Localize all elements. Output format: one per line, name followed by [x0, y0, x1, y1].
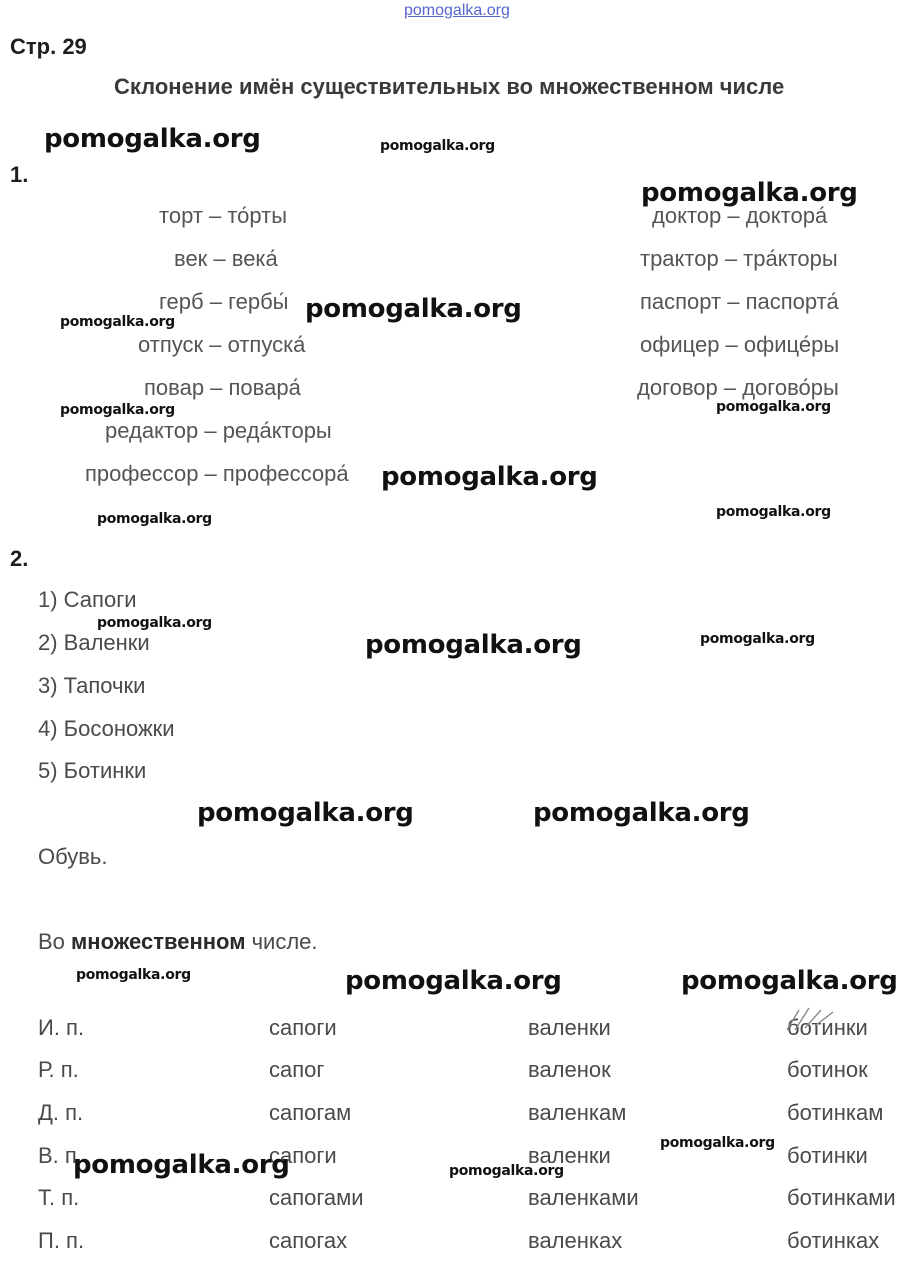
page-number: Стр. 29	[10, 34, 87, 59]
case-label: И. п.	[38, 1015, 85, 1040]
page-title: Склонение имён существительных во множественном числе	[114, 74, 785, 99]
watermark: pomogalka.org	[345, 966, 562, 996]
watermark: pomogalka.org	[716, 504, 831, 520]
table-cell: сапогами	[269, 1185, 364, 1210]
watermark: pomogalka.org	[73, 1150, 290, 1180]
table-cell: валенкам	[528, 1100, 627, 1125]
table-cell: ботинок	[787, 1057, 868, 1082]
word-pair-right: договор – догово́ры	[637, 375, 839, 400]
table-cell: сапог	[269, 1057, 325, 1082]
word-pair-left: век – века́	[174, 246, 278, 271]
list-item: 3) Тапочки	[38, 673, 146, 698]
word-pair-right: офицер – офице́ры	[640, 332, 840, 357]
table-cell: сапоги	[269, 1015, 337, 1040]
list-item: 4) Босоножки	[38, 716, 175, 741]
plural-heading	[38, 929, 318, 955]
table-cell: валенки	[528, 1143, 611, 1168]
list-item: 1) Сапоги	[38, 587, 137, 612]
watermark: pomogalka.org	[44, 124, 261, 154]
word-pair-left: торт – то́рты	[159, 203, 288, 228]
word-pair-left: отпуск – отпуска́	[138, 332, 306, 357]
watermark: pomogalka.org	[365, 630, 582, 660]
top-watermark-link[interactable]: pomogalka.org	[404, 2, 510, 19]
answer-text: Обувь.	[38, 844, 108, 869]
table-cell: ботинки	[787, 1143, 868, 1168]
table-cell: валенок	[528, 1057, 611, 1082]
case-label: Т. п.	[38, 1185, 80, 1210]
table-cell: валенки	[528, 1015, 611, 1040]
case-label: Р. п.	[38, 1057, 79, 1082]
watermark: pomogalka.org	[660, 1135, 775, 1151]
word-pair-right: трактор – тра́кторы	[640, 246, 838, 271]
table-cell: валенками	[528, 1185, 639, 1210]
table-cell: сапоги	[269, 1143, 337, 1168]
watermark: pomogalka.org	[381, 462, 598, 492]
word-pair-left: повар – повара́	[144, 375, 301, 400]
word-pair-right: паспорт – паспорта́	[640, 289, 839, 314]
watermark: pomogalka.org	[97, 615, 212, 631]
table-cell: ботинкам	[787, 1100, 884, 1125]
table-cell: ботинками	[787, 1185, 896, 1210]
table-cell: валенках	[528, 1228, 623, 1253]
watermark: pomogalka.org	[197, 798, 414, 828]
word-pair-left: профессор – профессора́	[85, 461, 349, 486]
pencil-scribble-icon	[785, 1004, 845, 1034]
word-pair-left: герб – гербы́	[159, 289, 289, 314]
watermark: pomogalka.org	[449, 1163, 564, 1179]
word-pair-right: доктор – доктора́	[652, 203, 828, 228]
table-cell: сапогах	[269, 1228, 348, 1253]
watermark: pomogalka.org	[97, 511, 212, 527]
list-item: 5) Ботинки	[38, 758, 147, 783]
list-item: 2) Валенки	[38, 630, 150, 655]
case-label: Д. п.	[38, 1100, 84, 1125]
watermark: pomogalka.org	[533, 798, 750, 828]
table-cell: ботинки	[787, 1015, 868, 1040]
plural-prefix: Во	[38, 929, 72, 954]
watermark: pomogalka.org	[60, 402, 175, 418]
table-cell: ботинках	[787, 1228, 880, 1253]
watermark: pomogalka.org	[76, 967, 191, 983]
case-label: П. п.	[38, 1228, 85, 1253]
table-cell: сапогам	[269, 1100, 352, 1125]
watermark: pomogalka.org	[60, 314, 175, 330]
section-1-number: 1.	[10, 162, 29, 187]
plural-bold-word: множественном	[71, 929, 246, 954]
watermark: pomogalka.org	[641, 178, 858, 208]
plural-suffix: числе.	[245, 929, 318, 954]
word-pair-left: редактор – реда́кторы	[105, 418, 332, 443]
watermark: pomogalka.org	[681, 966, 898, 996]
watermark: pomogalka.org	[716, 399, 831, 415]
case-label: В. п.	[38, 1143, 83, 1168]
section-2-number: 2.	[10, 546, 29, 571]
watermark: pomogalka.org	[700, 631, 815, 647]
watermark: pomogalka.org	[380, 138, 495, 154]
watermark: pomogalka.org	[305, 294, 522, 324]
